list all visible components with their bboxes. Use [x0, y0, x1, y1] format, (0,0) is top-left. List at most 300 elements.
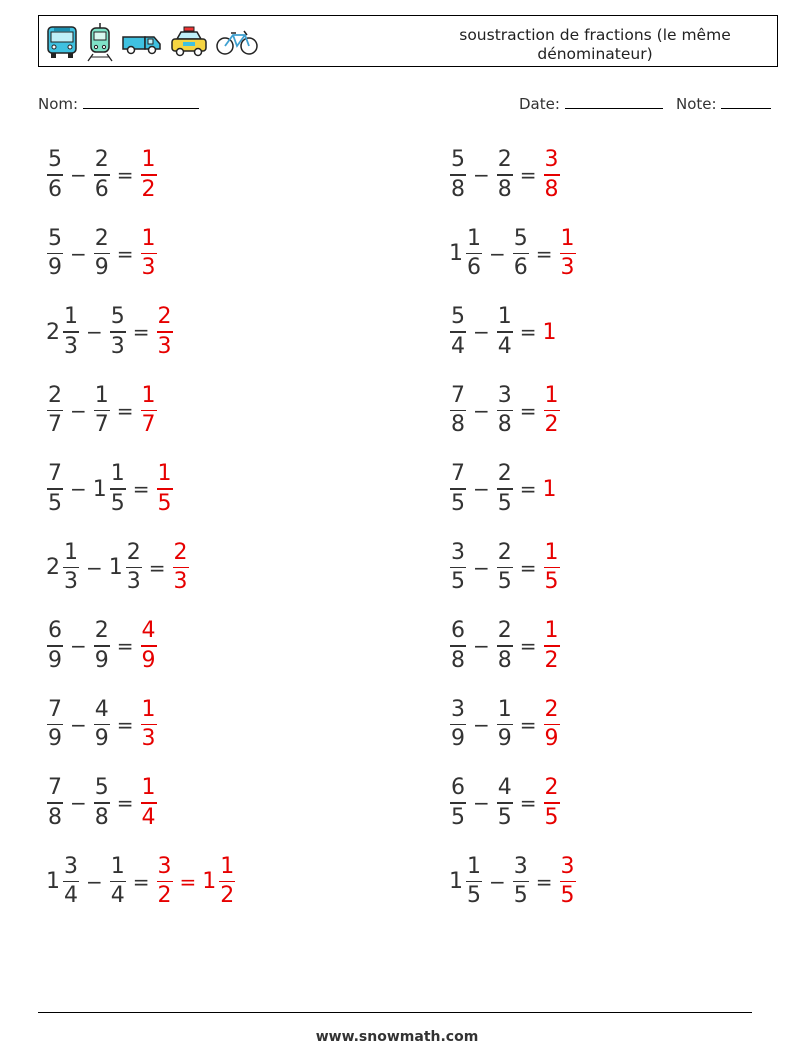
fraction-bar: [544, 724, 560, 726]
denominator: 6: [467, 255, 481, 281]
fraction-stack: [141, 697, 157, 753]
equals-sign: =: [519, 398, 537, 423]
fraction-bar: [63, 567, 79, 569]
fraction-bar: [450, 331, 466, 333]
footer-url: www.snowmath.com: [315, 1029, 479, 1045]
fraction: [541, 618, 563, 674]
whole-part: 1: [92, 476, 107, 502]
whole-part: 1: [108, 555, 123, 580]
numerator: 7: [48, 461, 62, 487]
numerator: 2: [497, 539, 512, 565]
note-blank[interactable]: [721, 94, 771, 109]
integer-value: [541, 320, 557, 345]
fraction-bar: [544, 410, 560, 412]
fraction-bar: [450, 567, 466, 569]
equals-sign: =: [519, 163, 537, 187]
fraction: [557, 854, 579, 910]
fraction-stack: [126, 540, 142, 596]
numerator: 2: [173, 539, 188, 565]
note-label: Note:: [676, 95, 717, 113]
bus-icon: [45, 24, 79, 60]
numerator: 2: [497, 147, 512, 173]
fraction-stack: [94, 618, 110, 674]
fraction-stack: [450, 147, 466, 203]
numerator: 1: [110, 853, 125, 879]
fraction: [44, 226, 66, 282]
numerator: 2: [48, 382, 62, 408]
fraction: [91, 775, 113, 831]
answer: [138, 775, 160, 831]
numerator: 1: [64, 304, 78, 330]
fraction-bar: [450, 488, 466, 490]
numerator: 2: [544, 775, 559, 801]
fraction-bar: [141, 724, 157, 726]
fraction: [557, 226, 579, 282]
denominator: 3: [141, 726, 156, 752]
equals-sign: =: [519, 634, 537, 658]
fraction-bar: [544, 174, 560, 176]
fraction-stack: [47, 618, 63, 674]
fraction-bar: [141, 645, 157, 647]
minus-sign: −: [70, 241, 87, 266]
minus-sign: −: [70, 398, 87, 423]
minus-sign: −: [70, 791, 87, 815]
numerator: 1: [110, 461, 125, 487]
numerator: 2: [94, 225, 109, 251]
fraction: [494, 775, 516, 831]
answer: [138, 697, 160, 753]
answer: [138, 383, 160, 439]
fraction-bar: [141, 253, 157, 255]
equals-sign: =: [519, 712, 537, 737]
equals-sign: =: [116, 163, 134, 187]
fraction-stack: [560, 226, 576, 282]
subtraction-problem: [44, 459, 176, 519]
denominator: 4: [141, 804, 156, 830]
denominator: 5: [48, 490, 62, 516]
fraction-stack: [450, 618, 466, 674]
numerator: 1: [64, 539, 78, 565]
numerator: 1: [141, 775, 156, 801]
police-car-icon: [169, 25, 209, 59]
numerator: 1: [560, 225, 575, 251]
subtraction-problem: [44, 538, 192, 598]
fraction-bar: [497, 567, 513, 569]
minus-sign: −: [70, 634, 87, 658]
subtraction-problem: [44, 616, 160, 676]
subtraction-problem: [44, 302, 176, 362]
whole-part: 2: [46, 319, 60, 345]
subtraction-problem: [447, 773, 563, 833]
subtraction-problem: [44, 224, 160, 284]
fraction: [510, 854, 532, 910]
fraction: [91, 618, 113, 674]
minus-sign: −: [489, 869, 506, 894]
numerator: 7: [451, 382, 465, 408]
denominator: 2: [157, 883, 172, 909]
bicycle-icon: [215, 27, 259, 57]
fraction-bar: [47, 410, 63, 412]
truck-icon: [121, 27, 163, 57]
fraction-bar: [497, 174, 513, 176]
fraction-bar: [110, 881, 126, 883]
fraction-bar: [94, 802, 110, 804]
numerator: 1: [497, 696, 512, 722]
fraction: [44, 304, 82, 360]
fraction-stack: [47, 147, 63, 203]
numerator: 4: [497, 775, 512, 801]
date-field[interactable]: [519, 94, 663, 113]
minus-sign: −: [473, 634, 490, 658]
denominator: 2: [220, 883, 235, 909]
numerator: 1: [220, 853, 235, 879]
subtraction-problem: [44, 773, 160, 833]
numerator: 1: [157, 461, 172, 487]
fraction: [494, 147, 516, 203]
fraction: [494, 540, 516, 596]
numerator: 7: [451, 461, 465, 487]
fraction-bar: [450, 645, 466, 647]
fraction-bar: [497, 724, 513, 726]
subtraction-problem: [44, 381, 160, 441]
fraction-bar: [497, 488, 513, 490]
denominator: 5: [451, 490, 465, 516]
subtraction-problem: [447, 224, 579, 284]
fraction-bar: [219, 881, 235, 883]
numerator: 5: [451, 147, 465, 173]
fraction-bar: [560, 881, 576, 883]
equals-sign: =: [535, 241, 553, 266]
equals-sign: =: [179, 869, 197, 894]
answer: [541, 477, 557, 502]
denominator: 5: [544, 569, 559, 595]
fraction-bar: [94, 410, 110, 412]
fraction: [447, 540, 469, 596]
numerator: 1: [467, 225, 481, 251]
equals-sign: =: [519, 320, 537, 344]
fraction: [138, 697, 160, 753]
answer: [138, 618, 160, 674]
answer: [541, 147, 563, 203]
fraction-stack: [544, 618, 560, 674]
fraction: [91, 226, 113, 282]
whole-part: 1: [449, 241, 463, 266]
fraction: [44, 775, 66, 831]
fraction: [447, 854, 485, 910]
answer: [541, 540, 563, 596]
fraction-bar: [110, 331, 126, 333]
denominator: 3: [126, 569, 141, 595]
denominator: 8: [48, 804, 62, 830]
answer: [138, 226, 160, 282]
subtraction-problem: [44, 145, 160, 205]
numerator: 1: [94, 382, 109, 408]
fraction-stack: [110, 304, 126, 360]
denominator: 6: [513, 255, 528, 281]
denominator: 5: [110, 490, 125, 516]
fraction-stack: [544, 697, 560, 753]
fraction: [200, 854, 238, 910]
answer: [541, 618, 563, 674]
denominator: 3: [173, 569, 188, 595]
denominator: 2: [544, 647, 559, 673]
fraction: [541, 383, 563, 439]
fraction: [107, 304, 129, 360]
numerator: 2: [157, 304, 172, 330]
denominator: 4: [64, 883, 78, 909]
equals-sign: =: [116, 712, 134, 737]
fraction: [138, 147, 160, 203]
fraction-stack: [141, 226, 157, 282]
fraction: [447, 226, 485, 282]
fraction: [447, 618, 469, 674]
subtraction-problem: [447, 852, 579, 912]
fraction-stack: [450, 697, 466, 753]
minus-sign: −: [86, 320, 103, 344]
fraction-stack: [513, 854, 529, 910]
fraction-bar: [141, 174, 157, 176]
numerator: 3: [544, 147, 559, 173]
fraction-bar: [497, 645, 513, 647]
numerator: 3: [451, 539, 465, 565]
minus-sign: −: [70, 712, 87, 737]
denominator: 4: [497, 333, 512, 359]
denominator: 3: [141, 255, 156, 281]
fraction-stack: [47, 226, 63, 282]
fraction: [107, 854, 129, 910]
numerator: 6: [451, 775, 465, 801]
answer: [541, 383, 563, 439]
subtraction-problem: [447, 616, 563, 676]
fraction: [447, 461, 469, 517]
fraction: [44, 618, 66, 674]
name-label: Nom:: [38, 95, 79, 113]
fraction-bar: [94, 253, 110, 255]
denominator: 2: [141, 176, 156, 202]
denominator: 3: [64, 333, 78, 359]
fraction-bar: [450, 724, 466, 726]
fraction-stack: [560, 854, 576, 910]
fraction-bar: [47, 174, 63, 176]
fraction-bar: [47, 802, 63, 804]
numerator: 1: [141, 225, 156, 251]
numerator: 5: [110, 304, 125, 330]
equals-sign: =: [519, 477, 537, 501]
numerator: 5: [48, 147, 62, 173]
subtraction-problem: [447, 302, 557, 362]
fraction-bar: [450, 174, 466, 176]
denominator: 5: [467, 883, 481, 909]
fraction-bar: [466, 881, 482, 883]
minus-sign: −: [473, 163, 490, 187]
fraction-bar: [110, 488, 126, 490]
numerator: 1: [544, 382, 559, 408]
fraction-stack: [110, 461, 126, 517]
fraction-stack: [450, 383, 466, 439]
fraction-bar: [497, 802, 513, 804]
name-field[interactable]: [38, 94, 199, 113]
answer: [541, 775, 563, 831]
fraction: [494, 618, 516, 674]
denominator: 9: [497, 726, 512, 752]
fraction-bar: [560, 253, 576, 255]
subtraction-problem: [44, 852, 238, 912]
fraction-stack: [47, 775, 63, 831]
denominator: 5: [451, 569, 465, 595]
numerator: 3: [497, 382, 512, 408]
name-blank[interactable]: [83, 94, 199, 109]
fraction: [154, 854, 176, 910]
equals-sign: =: [116, 398, 134, 423]
fraction-stack: [466, 854, 482, 910]
fraction: [44, 540, 82, 596]
fraction-stack: [94, 226, 110, 282]
fraction-stack: [497, 697, 513, 753]
denominator: 8: [497, 412, 512, 438]
fraction-bar: [450, 410, 466, 412]
fraction-bar: [47, 253, 63, 255]
equals-sign: =: [132, 477, 150, 501]
numerator: 3: [157, 853, 172, 879]
fraction: [541, 147, 563, 203]
numerator: 5: [513, 225, 528, 251]
equals-sign: =: [132, 869, 150, 894]
fraction-stack: [47, 697, 63, 753]
fraction-stack: [219, 854, 235, 910]
fraction-stack: [94, 147, 110, 203]
denominator: 5: [497, 569, 512, 595]
fraction-stack: [110, 854, 126, 910]
fraction-stack: [544, 540, 560, 596]
fraction-bar: [63, 881, 79, 883]
minus-sign: −: [70, 477, 87, 501]
fraction: [138, 226, 160, 282]
fraction-bar: [141, 802, 157, 804]
fraction-stack: [157, 304, 173, 360]
date-label: Date:: [519, 95, 560, 113]
fraction-stack: [497, 147, 513, 203]
numerator: 4: [141, 618, 156, 644]
fraction-bar: [157, 331, 173, 333]
fraction: [91, 147, 113, 203]
fraction-bar: [466, 253, 482, 255]
fraction: [494, 461, 516, 517]
worksheet-header: [38, 15, 778, 67]
fraction-stack: [450, 775, 466, 831]
fraction: [91, 383, 113, 439]
fraction-bar: [497, 331, 513, 333]
fraction-stack: [141, 147, 157, 203]
denominator: 9: [94, 726, 109, 752]
fraction-stack: [450, 461, 466, 517]
fraction-bar: [513, 253, 529, 255]
fraction: [154, 461, 176, 517]
fraction: [154, 304, 176, 360]
denominator: 8: [497, 176, 512, 202]
fraction-bar: [94, 724, 110, 726]
fraction: [44, 854, 82, 910]
numerator: 7: [48, 696, 62, 722]
denominator: 8: [451, 412, 465, 438]
fraction: [44, 697, 66, 753]
fraction-bar: [513, 881, 529, 883]
fraction: [541, 540, 563, 596]
denominator: 3: [110, 333, 125, 359]
title-line-1: soustraction de fractions (le même: [459, 26, 731, 44]
numerator: 2: [94, 147, 109, 173]
fraction: [138, 383, 160, 439]
denominator: 6: [48, 176, 62, 202]
fraction-stack: [497, 618, 513, 674]
numerator: 3: [513, 853, 528, 879]
denominator: 9: [451, 726, 465, 752]
answer: [154, 461, 176, 517]
fraction: [447, 147, 469, 203]
fraction-bar: [141, 410, 157, 412]
fraction-bar: [544, 802, 560, 804]
denominator: 4: [451, 333, 465, 359]
numerator: 1: [497, 304, 512, 330]
fraction-bar: [63, 331, 79, 333]
fraction-stack: [141, 618, 157, 674]
worksheet-title: [419, 26, 771, 64]
numerator: 3: [451, 696, 465, 722]
fraction: [494, 304, 516, 360]
fraction-stack: [497, 775, 513, 831]
footer-divider: [38, 1012, 752, 1013]
date-blank[interactable]: [565, 94, 663, 109]
fraction: [44, 461, 66, 517]
minus-sign: −: [489, 241, 506, 266]
answer: [557, 226, 579, 282]
fraction: [447, 304, 469, 360]
denominator: 5: [451, 804, 465, 830]
equals-sign: =: [519, 555, 537, 580]
numerator: 2: [497, 618, 512, 644]
answer: [541, 697, 563, 753]
whole-part: 1: [202, 869, 217, 894]
fraction-stack: [513, 226, 529, 282]
fraction-bar: [450, 802, 466, 804]
minus-sign: −: [473, 555, 490, 580]
denominator: 9: [94, 647, 109, 673]
numerator: 3: [560, 853, 575, 879]
subtraction-problem: [447, 695, 563, 755]
fraction-stack: [173, 540, 189, 596]
equals-sign: =: [535, 869, 553, 894]
fraction: [91, 461, 129, 517]
fraction-stack: [94, 697, 110, 753]
fraction-stack: [450, 304, 466, 360]
fraction: [170, 540, 192, 596]
equals-sign: =: [148, 555, 166, 580]
fraction-bar: [173, 567, 189, 569]
denominator: 8: [451, 176, 465, 202]
equals-sign: =: [116, 791, 134, 815]
denominator: 9: [48, 726, 62, 752]
subtraction-problem: [447, 538, 563, 598]
fraction-stack: [94, 383, 110, 439]
minus-sign: −: [473, 712, 490, 737]
fraction: [138, 775, 160, 831]
note-field[interactable]: [676, 94, 771, 113]
fraction-stack: [466, 226, 482, 282]
fraction-stack: [157, 461, 173, 517]
answer: [138, 147, 160, 203]
denominator: 5: [513, 883, 528, 909]
fraction-stack: [450, 540, 466, 596]
numerator: 6: [48, 618, 62, 644]
